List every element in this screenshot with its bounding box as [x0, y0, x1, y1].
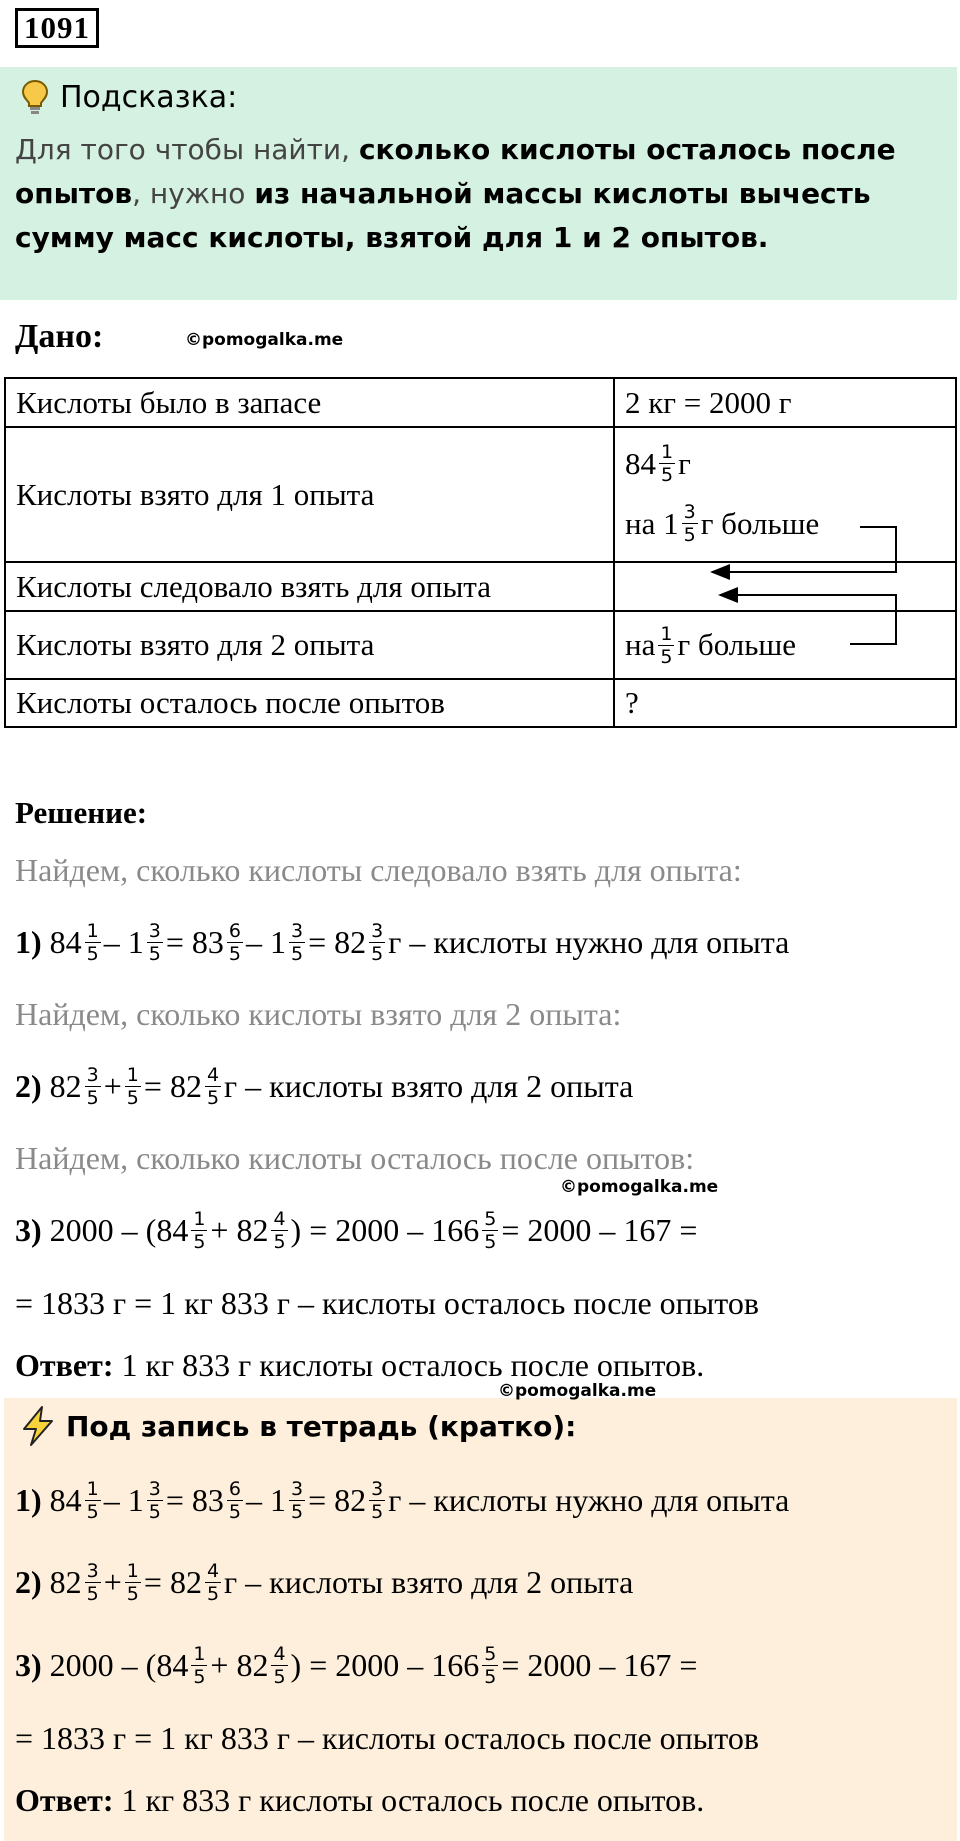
comment-2: Найдем, сколько кислоты взято для 2 опыта:	[15, 996, 622, 1032]
step-2-suffix: г – кислоты взято для 2 опыта	[224, 1068, 634, 1104]
lightbulb-icon	[20, 79, 50, 115]
hint-title-text: Подсказка:	[60, 79, 238, 115]
note-step-2: 2) 82 $\frac{3}{5}$ + $\frac{1}{5}$ = 82 $\frac{4}{5}$ г – кислоты взято для 2 опыта	[15, 1560, 634, 1605]
note-step-1: 1) 84 $\frac{1}{5}$ – 1 $\frac{3}{5}$ = 83 $\frac{6}{5}$ – 1 $\frac{3}{5}$ = 82 $\frac{3}{5}$ г – кислоты нужно для опыта	[15, 1478, 790, 1523]
watermark: ©pomogalka.me	[560, 1177, 719, 1197]
answer	[15, 1347, 704, 1384]
note-title-text: Под запись в тетрадь (кратко):	[66, 1409, 577, 1443]
given-label-cell: Кислоты взято для 1 опыта	[5, 427, 614, 562]
whole: 84	[625, 445, 656, 481]
note-step-3: 3) 2000 – (84 $\frac{1}{5}$ + 82 $\frac{4}{5}$ ) = 2000 – 166 $\frac{5}{5}$ = 2000 – 167 =	[15, 1643, 698, 1688]
step-1: 1) 84 $\frac{1}{5}$ – 1 $\frac{3}{5}$ = 83 $\frac{6}{5}$ – 1 $\frac{3}{5}$ = 82 $\frac{3}{5}$ г – кислоты нужно для опыта	[15, 920, 790, 965]
note-answer	[15, 1782, 704, 1819]
given-value-cell: 2 кг = 2000 г	[614, 378, 956, 427]
hint-text	[15, 128, 935, 260]
step-1-suffix: г – кислоты нужно для опыта	[388, 924, 790, 960]
comment-3: Найдем, сколько кислоты осталось после опытов:	[15, 1140, 695, 1176]
cmp-prefix: на 1	[625, 505, 679, 541]
hint-part: Для того чтобы найти,	[15, 133, 359, 166]
cmp-suffix: г больше	[700, 505, 820, 541]
given-label-cell: Кислоты было в запасе	[5, 378, 614, 427]
given-label-cell: Кислоты взято для 2 опыта	[5, 611, 614, 679]
step-2: 2) 82 $\frac{3}{5}$ + $\frac{1}{5}$ = 82 $\frac{4}{5}$ г – кислоты взято для 2 опыта	[15, 1064, 634, 1109]
table-row	[5, 679, 956, 727]
note-title	[18, 1405, 576, 1447]
watermark: ©pomogalka.me	[498, 1381, 657, 1401]
step-3: 3) 2000 – (84 $\frac{1}{5}$ + 82 $\frac{4}{5}$ ) = 2000 – 166 $\frac{5}{5}$ = 2000 – 167 =	[15, 1208, 698, 1253]
step-1-suffix: г – кислоты нужно для опыта	[388, 1482, 790, 1518]
fraction: $\frac{3}{5}$	[683, 501, 696, 546]
fraction: $\frac{1}{5}$	[660, 622, 673, 668]
unit: г	[678, 445, 691, 481]
arrow-from-row3	[720, 595, 896, 644]
cmp-suffix: г больше	[677, 627, 797, 662]
step-3-cont: = 1833 г = 1 кг 833 г – кислоты осталось после опытов	[15, 1285, 759, 1321]
task-number: 1091	[15, 8, 99, 48]
given-label-cell: Кислоты осталось после опытов	[5, 679, 614, 727]
answer-text: 1 кг 833 г кислоты осталось после опытов.	[121, 1347, 705, 1383]
step-2-suffix: г – кислоты взято для 2 опыта	[224, 1564, 634, 1600]
given-label: Дано:	[15, 318, 104, 355]
arrow-from-row1	[712, 527, 896, 572]
comparison-arrows	[700, 520, 900, 650]
note-box	[4, 1398, 957, 1841]
answer-label: Ответ:	[15, 1347, 114, 1383]
given-label-cell: Кислоты следовало взять для опыта	[5, 562, 614, 611]
watermark: ©pomogalka.me	[185, 330, 344, 350]
cmp-prefix: на	[625, 627, 656, 662]
hint-title	[20, 79, 237, 115]
table-row	[5, 378, 956, 427]
hint-part: , нужно	[132, 177, 255, 210]
hint-part: из начальной массы кислоты вычесть сумму масс кислоты, взятой для 1 и 2 опытов.	[15, 177, 871, 254]
solution-label: Решение:	[15, 795, 148, 830]
comment-1: Найдем, сколько кислоты следовало взять для опыта:	[15, 852, 742, 888]
fraction: $\frac{1}{5}$	[661, 441, 674, 486]
answer-label: Ответ:	[15, 1782, 114, 1818]
lightning-icon	[18, 1405, 58, 1447]
note-step-3-cont: = 1833 г = 1 кг 833 г – кислоты осталось после опытов	[15, 1720, 759, 1756]
answer-text: 1 кг 833 г кислоты осталось после опытов.	[121, 1782, 705, 1818]
given-value-cell: ?	[614, 679, 956, 727]
hint-part: сколько кислоты осталось после опытов	[15, 133, 896, 210]
